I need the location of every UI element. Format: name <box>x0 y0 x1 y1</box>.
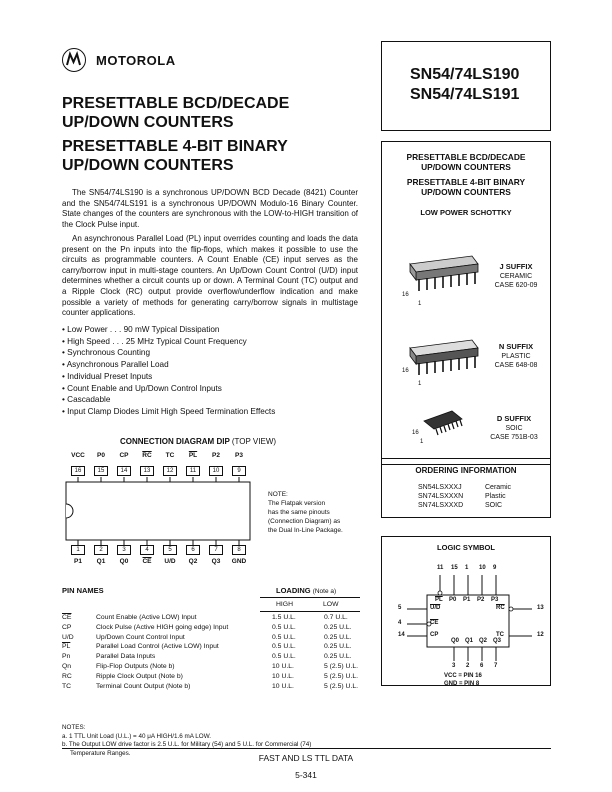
plastic-dip-package-icon <box>402 338 480 382</box>
pin-table-row <box>62 683 362 692</box>
order-type: Plastic <box>485 493 506 500</box>
brand-name: MOTOROLA <box>96 53 176 68</box>
pin-label-ud: U/D <box>164 558 176 565</box>
logic-right-label: $\overline{RC}$ <box>496 605 505 611</box>
order-type: Ceramic <box>485 484 512 491</box>
package-type: CERAMIC <box>499 273 533 280</box>
desc-line-1: PRESETTABLE BCD/DECADE <box>406 152 526 162</box>
desc-line-3: PRESETTABLE 4-BIT BINARY <box>406 177 526 187</box>
main-title-line-3: PRESETTABLE 4-BIT BINARY <box>62 138 288 155</box>
desc-line-2: UP/DOWN COUNTERS <box>421 162 511 172</box>
feature-item: • Input Clamp Diodes Limit High Speed Termination Effects <box>62 406 275 418</box>
pin-cell-pin: Qn <box>62 663 72 670</box>
loading-title-text: LOADING <box>276 586 311 595</box>
feature-item: • Count Enable and Up/Down Control Inputs <box>62 383 275 395</box>
logic-output-label: Q2 <box>479 638 488 644</box>
pin-16-label: 16 <box>402 368 409 374</box>
package-d <box>482 414 546 442</box>
order-type: SOIC <box>485 502 503 509</box>
dip-outline-icon <box>62 452 254 570</box>
note-line: The Flatpak version <box>268 500 326 507</box>
pin-cell-desc: Up/Down Count Control Input <box>96 633 185 641</box>
logic-pin-number: 2 <box>466 663 470 669</box>
ceramic-dip-package-icon <box>402 254 480 298</box>
logic-left-label: U/D <box>430 605 441 611</box>
logic-pin-number: 7 <box>494 663 498 669</box>
pin-cell-high: 10 U.L. <box>272 672 294 680</box>
logic-pin-number: 1 <box>465 565 469 571</box>
body-paragraph-1: The SN54/74LS190 is a synchronous UP/DOWN BCD Decade (8421) Counter and the SN54/74LS191 is a synchronous UP/DOWN Modulo-16 Binary Counter. State changes of the counters are synchronous with the LOW-to-HIGH transition of the Clock Pulse input. <box>62 188 358 229</box>
logic-pin-number: 11 <box>437 565 444 571</box>
logic-left-label: CP <box>430 632 439 638</box>
pin-label-q2: Q2 <box>188 558 198 565</box>
desc-subtitle: LOW POWER SCHOTTKY <box>420 208 512 217</box>
logic-gnd-note: GND = PIN 8 <box>444 681 480 687</box>
pin-cell-desc: Clock Pulse (Active HIGH going edge) Input <box>96 623 229 631</box>
pin-number: 2 <box>94 545 108 555</box>
note-line: (Connection Diagram) as <box>268 518 341 525</box>
package-n <box>486 342 546 370</box>
logic-pin-number: 13 <box>537 605 544 611</box>
pin-number: 12 <box>163 466 177 476</box>
pin-cell-high: 10 U.L. <box>272 682 294 690</box>
logic-vcc-note: VCC = PIN 16 <box>444 673 482 679</box>
main-title-line-2: UP/DOWN COUNTERS <box>62 114 234 131</box>
loading-title <box>276 586 336 595</box>
pin-cell-pin: RC <box>62 672 72 680</box>
pin-table-row <box>62 663 362 672</box>
pin-cell-high: 0.5 U.L. <box>272 633 296 641</box>
order-code: SN74LSXXXD <box>418 502 464 509</box>
package-info-box <box>381 141 551 465</box>
logic-input-label: P0 <box>449 597 457 603</box>
note-line: NOTE: <box>268 491 288 498</box>
high-header: HIGH <box>276 601 293 608</box>
feature-item: • Cascadable <box>62 394 275 406</box>
logic-symbol-title: LOGIC SYMBOL <box>437 543 495 552</box>
note-line: the Dual In-Line Package. <box>268 527 343 534</box>
pin-number: 5 <box>163 545 177 555</box>
ordering-title: ORDERING INFORMATION <box>415 466 517 475</box>
package-case: CASE 648-08 <box>494 362 538 369</box>
order-code: SN74LSXXXN <box>418 493 464 500</box>
pin-label-q3: Q3 <box>211 558 221 565</box>
part-number-191: SN54/74LS191 <box>410 86 520 103</box>
package-type: PLASTIC <box>501 353 531 360</box>
body-paragraph-2: An asynchronous Parallel Load (PL) input overrides counting and loads the data present on the Pn inputs into the flip-flops, which makes it possible to use the circuits as programmable counters. A Count Enable (CE) input serves as the carry/borrow input in multi-stage counters. An Up/Down Count Control (U/D) input determines whether a circuit counts up or down. A Terminal Count (TC) output and a Ripple Clock (RC) output provide overflow/underflow indication and make possible a variety of methods for generating carry/borrow signals in multistage counter applications. <box>62 234 358 318</box>
logic-input-label: $\overline{PL}$ <box>435 597 443 603</box>
footnote-line: a. 1 TTL Unit Load (U.L.) = 40 μA HIGH/1.6 mA LOW. <box>62 732 212 740</box>
feature-list <box>62 324 275 418</box>
page-number: 5-341 <box>295 770 317 780</box>
pin-cell-desc: Terminal Count Output (Note b) <box>96 682 191 690</box>
pin-cell-pin: $\overline{CE}$ <box>62 614 72 621</box>
logic-symbol-box <box>381 536 551 686</box>
logic-pin-number: 12 <box>537 632 544 638</box>
note-line: has the same pinouts <box>268 509 330 516</box>
pin-cell-low: 0.25 U.L. <box>324 623 352 631</box>
pin-table-row <box>62 624 362 633</box>
pin-label-p1: P1 <box>74 558 82 565</box>
pin-table-row <box>62 634 362 643</box>
pin-label-vcc: VCC <box>71 452 85 459</box>
logic-output-label: Q3 <box>493 638 502 644</box>
pin-cell-high: 0.5 U.L. <box>272 643 296 651</box>
pin-number: 7 <box>209 545 223 555</box>
pin-cell-pin: Pn <box>62 653 71 661</box>
logic-pin-number: 10 <box>479 565 486 571</box>
part-number-190: SN54/74LS190 <box>410 66 520 83</box>
pin-number: 11 <box>186 466 200 476</box>
pin-number: 14 <box>117 466 131 476</box>
footnote-line: Temperature Ranges. <box>70 749 131 757</box>
pin-label-rc: $\overline{RC}$ <box>142 452 152 459</box>
low-header: LOW <box>323 601 339 608</box>
pin-names-title: PIN NAMES <box>62 586 104 595</box>
logic-input-label: P2 <box>477 597 485 603</box>
logic-left-label: $\overline{CE}$ <box>430 620 439 626</box>
pin-1-label: 1 <box>418 381 422 387</box>
logic-pin-number: 9 <box>493 565 497 571</box>
logic-input-label: P1 <box>463 597 471 603</box>
main-title-line-4: UP/DOWN COUNTERS <box>62 157 234 174</box>
pin-label-ce: $\overline{CE}$ <box>142 558 152 565</box>
pin-table-row <box>62 614 362 623</box>
package-type: SOIC <box>505 425 523 432</box>
logic-pin-number: 15 <box>451 565 458 571</box>
pin-table-row <box>62 673 362 682</box>
logic-pin-number: 5 <box>398 605 402 611</box>
pin-cell-high: 1.5 U.L. <box>272 614 296 621</box>
pin-cell-desc: Flip-Flop Outputs (Note b) <box>96 663 175 670</box>
pin-number: 4 <box>140 545 154 555</box>
pin-1-label: 1 <box>418 301 422 307</box>
pin-cell-desc: Parallel Load Control (Active LOW) Input <box>96 643 219 651</box>
pin-label-p3: P3 <box>235 452 243 459</box>
order-code: SN54LSXXXJ <box>418 484 462 491</box>
logic-output-label: Q1 <box>465 638 474 644</box>
footnote-line: b. The Output LOW drive factor is 2.5 U.L. for Military (54) and 5 U.L. for Commercial (74) <box>62 741 312 748</box>
part-number-box <box>381 41 551 131</box>
pin-label-p0: P0 <box>97 452 105 459</box>
pin-number: 8 <box>232 545 246 555</box>
pin-number: 6 <box>186 545 200 555</box>
logic-pin-number: 14 <box>398 632 405 638</box>
pin-cell-low: 5 (2.5) U.L. <box>324 663 358 670</box>
pin-cell-low: 5 (2.5) U.L. <box>324 682 358 690</box>
pin-table-row <box>62 643 362 652</box>
pin-cell-low: 0.7 U.L. <box>324 614 348 621</box>
pin-number: 1 <box>71 545 85 555</box>
connection-note <box>268 490 343 535</box>
pin-cell-desc: Count Enable (Active LOW) Input <box>96 614 197 621</box>
pin-label-pl: $\overline{PL}$ <box>188 452 198 459</box>
logic-right-label: TC <box>496 632 504 638</box>
pin-label-cp: CP <box>119 452 129 459</box>
pin-cell-high: 10 U.L. <box>272 663 294 670</box>
logic-pin-number: 6 <box>480 663 484 669</box>
pin-cell-pin: U/D <box>62 633 74 641</box>
pin-1-label: 1 <box>420 439 424 445</box>
ordering-box <box>381 456 551 518</box>
pin-number: 10 <box>209 466 223 476</box>
footer-title: FAST AND LS TTL DATA <box>258 753 354 763</box>
pin-label-tc: TC <box>165 452 175 459</box>
pin-cell-pin: CP <box>62 623 72 631</box>
connection-title-text: CONNECTION DIAGRAM DIP <box>120 437 230 446</box>
logic-output-label: Q0 <box>451 638 460 644</box>
package-suffix: J SUFFIX <box>499 262 533 271</box>
logic-input-label: P3 <box>491 597 499 603</box>
pin-number: 16 <box>71 466 85 476</box>
pin-cell-pin: TC <box>62 682 72 690</box>
feature-item: • Low Power . . . 90 mW Typical Dissipation <box>62 324 275 336</box>
pin-number: 9 <box>232 466 246 476</box>
feature-item: • High Speed . . . 25 MHz Typical Count Frequency <box>62 336 275 348</box>
footnote-line: NOTES: <box>62 724 86 731</box>
pin-label-q0: Q0 <box>119 558 129 565</box>
pin-number: 3 <box>117 545 131 555</box>
package-case: CASE 620-09 <box>494 282 538 289</box>
pin-table-row <box>62 653 362 662</box>
pin-cell-high: 0.5 U.L. <box>272 653 296 661</box>
package-suffix: N SUFFIX <box>498 342 534 351</box>
package-j <box>486 262 546 290</box>
logic-pin-number: 4 <box>398 620 402 626</box>
desc-line-4: UP/DOWN COUNTERS <box>421 187 511 197</box>
logic-pin-number: 3 <box>452 663 456 669</box>
pin-label-q1: Q1 <box>96 558 106 565</box>
feature-item: • Individual Preset Inputs <box>62 371 275 383</box>
pin-label-p2: P2 <box>212 452 220 459</box>
pin-cell-desc: Parallel Data Inputs <box>96 653 156 661</box>
pin-cell-high: 0.5 U.L. <box>272 623 296 631</box>
pin-16-label: 16 <box>402 292 409 298</box>
pin-cell-pin: $\overline{PL}$ <box>62 643 71 651</box>
pin-cell-low: 0.25 U.L. <box>324 653 352 661</box>
soic-package-icon <box>418 407 468 443</box>
pin-cell-low: 5 (2.5) U.L. <box>324 672 358 680</box>
pin-cell-low: 0.25 U.L. <box>324 633 352 641</box>
connection-title-suffix: (TOP VIEW) <box>231 437 277 446</box>
pin-number: 13 <box>140 466 154 476</box>
feature-item: • Asynchronous Parallel Load <box>62 359 275 371</box>
motorola-logo-icon <box>62 48 86 72</box>
pin-cell-low: 0.25 U.L. <box>324 643 352 651</box>
main-title-line-1: PRESETTABLE BCD/DECADE <box>62 95 290 112</box>
connection-diagram-title <box>120 437 276 446</box>
pin-16-label: 16 <box>412 430 419 436</box>
package-suffix: D SUFFIX <box>496 414 532 423</box>
loading-note: (Note a) <box>312 588 337 595</box>
pin-cell-desc: Ripple Clock Output (Note b) <box>96 672 183 680</box>
feature-item: • Synchronous Counting <box>62 347 275 359</box>
pin-number: 15 <box>94 466 108 476</box>
connection-diagram <box>62 452 254 570</box>
package-case: CASE 751B-03 <box>490 434 538 441</box>
pin-label-gnd: GND <box>231 558 247 565</box>
